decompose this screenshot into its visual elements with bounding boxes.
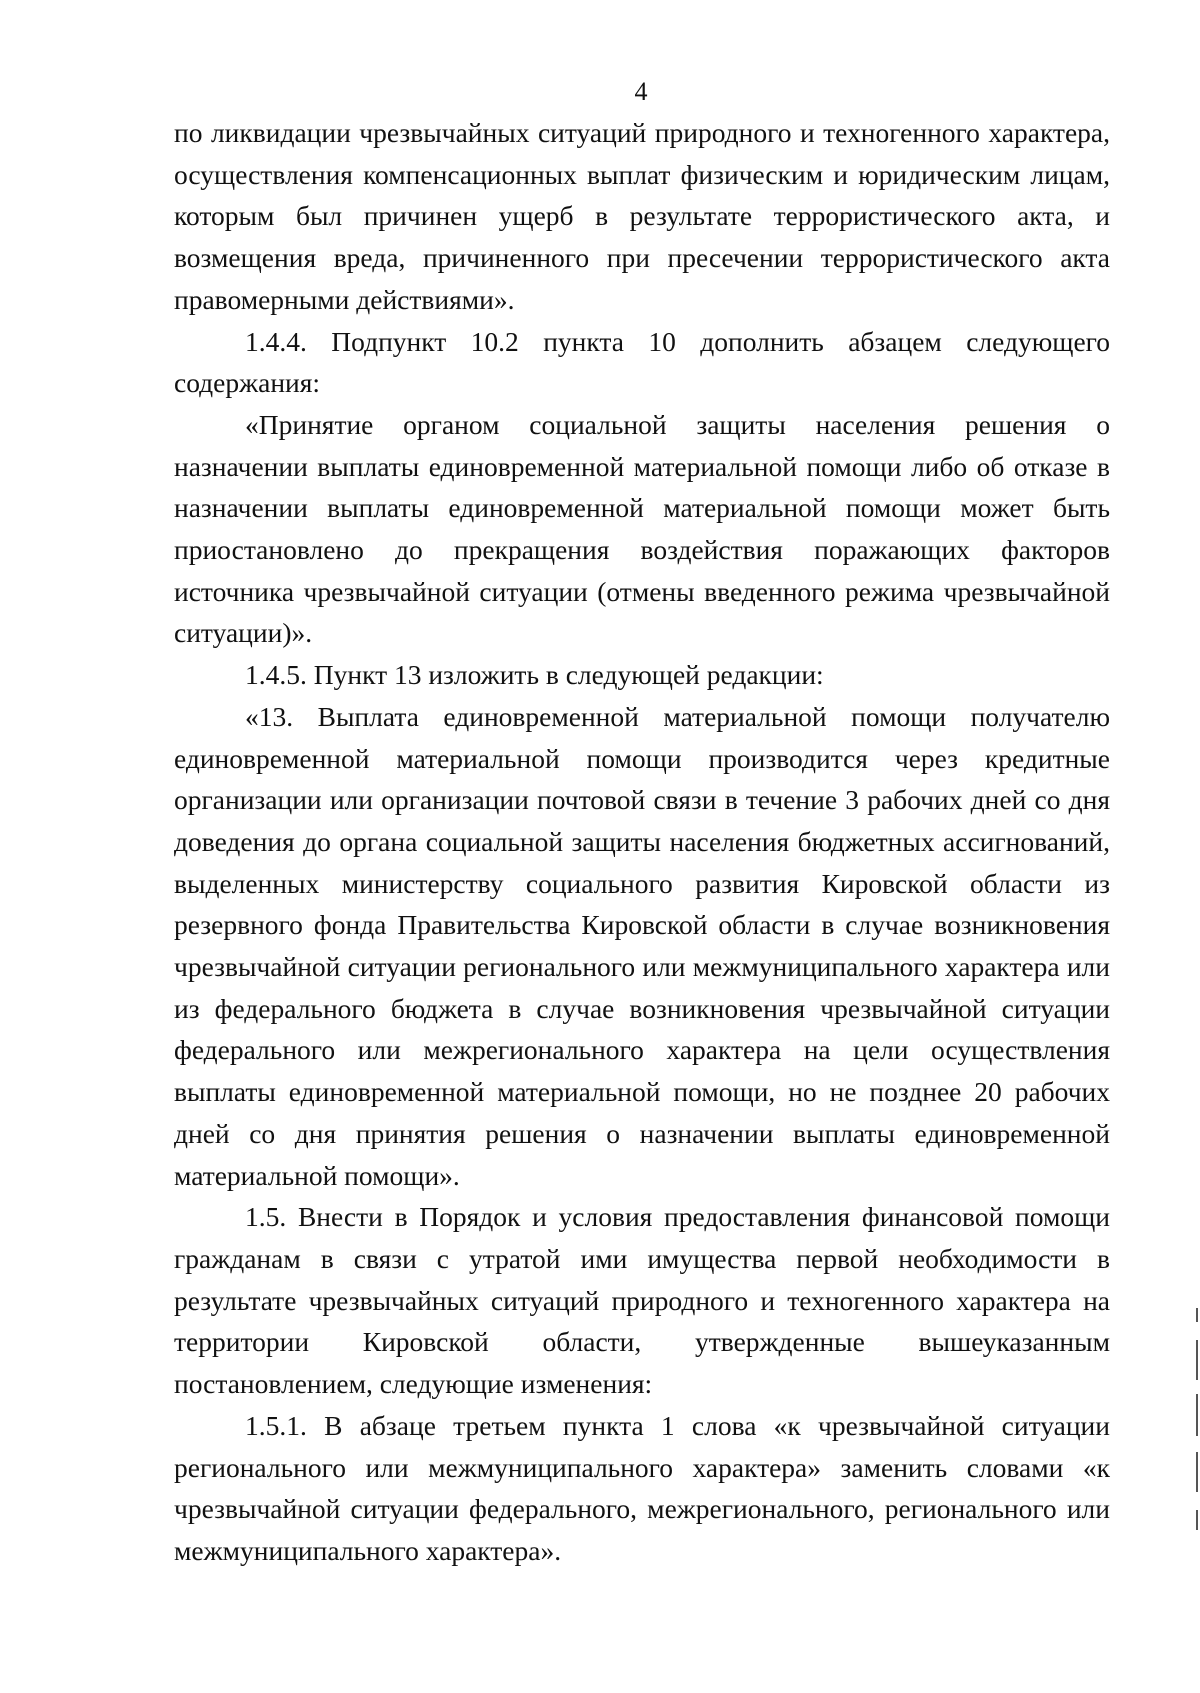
- scan-mark: [1196, 1308, 1198, 1322]
- scan-mark: [1196, 1394, 1198, 1436]
- paragraph-quote-suspension: «Принятие органом социальной защиты населения решения о назначении выплаты единовременной материальной помощи либо об отказе в назначении выплаты единовременной материальной помощи может быть приостановлено до прекращения воздействия поражающих факторов источника чрезвычайной ситуации (отмены введенного режима чрезвычайной ситуации)».: [174, 408, 1110, 649]
- paragraph-1-5-1: 1.5.1. В абзаце третьем пункта 1 слова «к чрезвычайной ситуации регионального или межмуниципального характера» заменить словами «к чрезвычайной ситуации федерального, межрегионального, регионального или межмуниципального характера».: [174, 1409, 1110, 1566]
- page-number: 4: [634, 77, 648, 106]
- scan-mark: [1196, 1510, 1198, 1530]
- paragraph-continuation: по ликвидации чрезвычайных ситуаций природного и техногенного характера, осуществления компенсационных выплат физическим и юридическим лицам, которым был причинен ущерб в результате террористического акта, и возмещения вреда, причиненного при пресечении террористического акта правомерными действиями».: [174, 117, 1110, 315]
- paragraph-1-4-5: 1.4.5. Пункт 13 изложить в следующей редакции:: [245, 659, 824, 691]
- paragraph-1-5: 1.5. Внести в Порядок и условия предоставления финансовой помощи гражданам в связи с утратой ими имущества первой необходимости в результате чрезвычайных ситуаций природного и техногенного характера на территории Кировской области, утвержденные вышеуказанным постановлением, следующие изменения:: [174, 1201, 1110, 1400]
- scan-mark: [1196, 1452, 1198, 1492]
- scan-edge-marks: [1196, 1300, 1198, 1600]
- paragraph-1-4-4: 1.4.4. Подпункт 10.2 пункта 10 дополнить абзацем следующего содержания:: [174, 325, 1110, 399]
- paragraph-quote-13: «13. Выплата единовременной материальной помощи получателю единовременной материальной помощи производится через кредитные организации или организации почтовой связи в течение 3 рабочих дней со дня доведения до органа социальной защиты населения бюджетных ассигнований, выделенных министерству социального развития Кировской области из резервного фонда Правительства Кировской области в случае возникновения чрезвычайной ситуации регионального или межмуниципального характера или из федерального бюджета в случае возникновения чрезвычайной ситуации федерального или межрегионального характера на цели осуществления выплаты единовременной материальной помощи, но не позднее 20 рабочих дней со дня принятия решения о назначении выплаты единовременной материальной помощи».: [174, 700, 1110, 1191]
- scan-mark: [1196, 1340, 1198, 1380]
- document-body: [174, 112, 1110, 1572]
